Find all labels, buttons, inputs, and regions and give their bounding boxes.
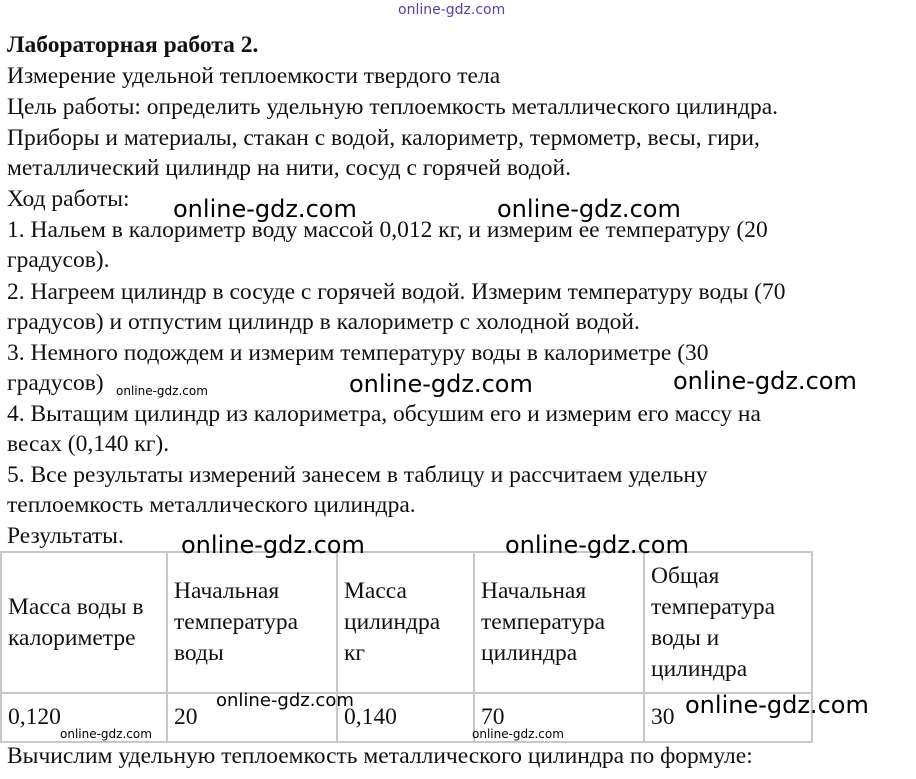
watermark: online-gdz.com [472, 727, 564, 741]
table-cell: 0,120 [1, 693, 167, 742]
watermark: online-gdz.com [673, 367, 857, 395]
step-5-line-1: 5. Все результаты измерений занесем в таблицу и рассчитаем удельну [7, 462, 708, 488]
watermark: online-gdz.com [505, 531, 689, 559]
table-header-cell: Общая температура воды и цилиндра [644, 552, 812, 693]
watermark: online-gdz.com [349, 370, 533, 398]
watermark: online-gdz.com [497, 195, 681, 223]
step-2-line-1: 2. Нагреем цилиндр в сосуде с горячей водой. Измерим температуру воды (70 [7, 279, 786, 305]
watermark: online-gdz.com [685, 691, 869, 719]
results-heading: Результаты. [7, 523, 124, 549]
table-cell: 70 [474, 693, 644, 742]
table-header-cell: Начальная температура воды [167, 552, 337, 693]
table-header-cell: Масса воды в калориметре [1, 552, 167, 693]
table-cell: 30 [644, 693, 812, 742]
footer-text: Вычислим удельную теплоемкость металлического цилиндра по формуле: [7, 743, 753, 769]
watermark: online-gdz.com [60, 727, 152, 741]
step-4-line-1: 4. Вытащим цилиндр из калориметра, обсушим его и измерим его массу на [7, 401, 761, 427]
table-cell: 0,140 [337, 693, 474, 742]
step-3-line-2: градусов) [7, 370, 104, 396]
document-title: Лабораторная работа 2. [7, 32, 259, 58]
step-3-line-1: 3. Немного подождем и измерим температуру воды в калориметре (30 [7, 340, 709, 366]
progress-heading: Ход работы: [7, 186, 130, 212]
watermark-top: online-gdz.com [398, 2, 506, 18]
table-header-cell: Начальная температура цилиндра [474, 552, 644, 693]
step-2-line-2: градусов) и отпустим цилиндр в калориметр с холодной водой. [7, 309, 640, 335]
equipment-line-2: металлический цилиндр на нити, сосуд с горячей водой. [7, 155, 571, 181]
goal-text: Цель работы: определить удельную теплоемкость металлического цилиндра. [7, 94, 779, 120]
table-header-row [1, 552, 812, 693]
table-cell: 20 [167, 693, 337, 742]
step-1-line-1: 1. Нальем в калориметр воду массой 0,012 кг, и измерим ее температуру (20 [7, 217, 768, 243]
step-1-line-2: градусов). [7, 247, 110, 273]
watermark: online-gdz.com [216, 690, 354, 711]
equipment-line-1: Приборы и материалы, стакан с водой, калориметр, термометр, весы, гири, [7, 125, 760, 151]
watermark: online-gdz.com [181, 531, 365, 559]
step-4-line-2: весах (0,140 кг). [7, 431, 170, 457]
table-header-cell: Масса цилиндра кг [337, 552, 474, 693]
step-5-line-2: теплоемкость металлического цилиндра. [7, 492, 416, 518]
watermark: online-gdz.com [116, 384, 208, 398]
watermark: online-gdz.com [173, 195, 357, 223]
document-subtitle: Измерение удельной теплоемкости твердого тела [7, 63, 501, 89]
